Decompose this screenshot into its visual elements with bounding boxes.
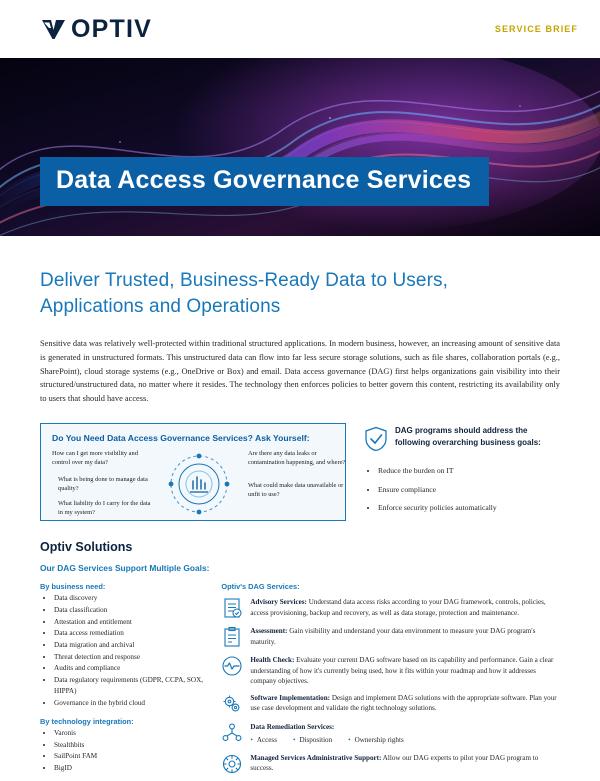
- callout-question: Are there any data leaks or contamination happening, and where?: [248, 450, 346, 467]
- section-subhead: Our DAG Services Support Multiple Goals:: [40, 563, 210, 574]
- service-brief-label: SERVICE BRIEF: [494, 24, 578, 34]
- hero-abstract-graphic: [0, 58, 600, 236]
- heartbeat-icon: [221, 655, 243, 677]
- service-body: Evaluate your current DAG software based on its capability and performance. Gain a clear understanding of how it's currently being used, how it fits within your roadmap and how it addresses company objectives.: [250, 656, 554, 685]
- service-item: [221, 625, 560, 648]
- group-title-technology-integration: By technology integration:: [40, 716, 134, 726]
- service-name: Assessment:: [250, 627, 288, 636]
- service-description: [250, 596, 560, 618]
- service-description: [250, 752, 560, 774]
- business-goal-item: • Ensure compliance: [378, 484, 544, 495]
- clipboard-assessment-icon: [221, 626, 243, 648]
- service-description: [250, 654, 560, 686]
- page-title: [40, 268, 560, 319]
- business-need-list: [54, 593, 205, 709]
- business-goals-header: [364, 425, 544, 457]
- business-goal-item: • Reduce the burden on IT: [378, 465, 544, 476]
- service-name: Health Check:: [250, 656, 295, 665]
- list-item: • Threat detection and response: [54, 652, 205, 663]
- service-description: [250, 721, 403, 746]
- service-body: Gain visibility and understand your data environment to measure your DAG program's maturity.: [250, 627, 536, 646]
- service-name: Managed Services Administrative Support:: [250, 753, 382, 762]
- remediation-bullet: • Ownership rights: [348, 735, 404, 745]
- business-goals-title: DAG programs should address the following overarching business goals:: [395, 426, 541, 447]
- list-item: • Data regulatory requirements (GDPR, CCPA, SOX, HIPPA): [54, 675, 205, 697]
- dag-services-title: Optiv's DAG Services:: [221, 582, 300, 592]
- page-body: [0, 268, 600, 781]
- list-item: • Data classification: [54, 605, 205, 616]
- list-item: • Attestation and entitlement: [54, 617, 205, 628]
- hero-banner: [0, 58, 600, 236]
- service-item: [221, 654, 560, 686]
- callout-question: What liability do I carry for the data in my system?: [58, 500, 151, 517]
- brand-name: OPTIV: [71, 14, 153, 43]
- service-description: [250, 625, 560, 647]
- page-title-line-1: Deliver Trusted, Business-Ready Data to Users,: [40, 270, 448, 291]
- solutions-left-column: [40, 582, 205, 774]
- list-item: • Data discovery: [54, 593, 205, 604]
- remediation-inline-bullets: [250, 735, 403, 745]
- service-name: Data Remediation Services:: [250, 723, 335, 732]
- page-header: [0, 0, 600, 58]
- hero-title: Data Access Governance Services: [40, 157, 489, 206]
- support-gear-icon: [221, 753, 243, 775]
- remediation-bullet: • Access: [250, 735, 277, 745]
- list-item: • SailPoint FAM: [54, 751, 205, 762]
- mid-section: [40, 423, 560, 521]
- list-item: • Data migration and archival: [54, 640, 205, 651]
- solutions-right-column: [221, 582, 560, 780]
- service-item: [221, 721, 560, 746]
- data-governance-orbit-icon: [160, 447, 238, 521]
- service-name: Software Implementation:: [250, 694, 331, 703]
- business-goals-list: [378, 465, 544, 513]
- callout-question: What could make data unavailable or unfit to use?: [248, 482, 344, 499]
- list-item: • Governance in the hybrid cloud: [54, 698, 205, 709]
- service-item: [221, 596, 560, 619]
- self-assessment-callout: [40, 423, 346, 521]
- brand-logo: [40, 15, 152, 44]
- business-goal-item: • Enforce security policies automatically: [378, 502, 544, 513]
- gears-implementation-icon: [221, 693, 243, 715]
- callout-question: What is being done to manage data quality?: [58, 476, 148, 493]
- technology-integration-list: [54, 728, 205, 774]
- optiv-chevron-logo-icon: [40, 16, 66, 42]
- document-checklist-icon: [221, 597, 243, 619]
- service-body: Allow our DAG experts to pilot your DAG program to success.: [250, 753, 539, 773]
- shield-check-icon: [364, 426, 388, 457]
- service-description: [250, 692, 560, 714]
- list-item: • Stealthbits: [54, 740, 205, 751]
- callout-question: How can I get more visibility and control over my data?: [52, 450, 138, 467]
- solutions-columns: [40, 582, 560, 780]
- group-title-business-need: By business need:: [40, 582, 106, 592]
- service-item: [221, 692, 560, 715]
- service-item: [221, 752, 560, 775]
- callout-title: Do You Need Data Access Governance Services? Ask Yourself:: [52, 433, 310, 444]
- list-item: • BigID: [54, 763, 205, 774]
- list-item: • Audits and compliance: [54, 663, 205, 674]
- service-body: Design and implement DAG solutions with the appropriate software. Plan your use case development and validate the right technology solutions.: [250, 694, 557, 713]
- callout-questions: [52, 447, 346, 521]
- list-item: • Data access remediation: [54, 628, 205, 639]
- service-body: Understand data access risks according to your DAG framework, controls, policies, access provisioning, backup and recovery, as well as data storage, protection and maintenance.: [250, 598, 546, 617]
- network-remediation-icon: [221, 722, 243, 744]
- list-item: • Varonis: [54, 728, 205, 739]
- service-name: Advisory Services:: [250, 598, 307, 607]
- intro-paragraph: Sensitive data was relatively well-protected within traditional structured applications. In modern business, however, an increasing amount of sensitive data is generated in unstructured formats. This unstructured data can flow into far less secure storage solutions, such as file shares, collaboration portals (e.g., SharePoint), cloud storage systems (e.g., OneDrive or Box) and email. Data access governance (DAG) first helps organizations gain visibility into their structured/unstructured data, no matter where it resides. The technology then enforces policies to better govern this content, restricting its availability only to users that should have access.: [40, 339, 560, 403]
- business-goals-block: [364, 423, 544, 520]
- page-title-line-2: Applications and Operations: [40, 295, 281, 317]
- remediation-bullet: • Disposition: [293, 735, 332, 745]
- section-title-optiv-solutions: Optiv Solutions: [40, 540, 133, 555]
